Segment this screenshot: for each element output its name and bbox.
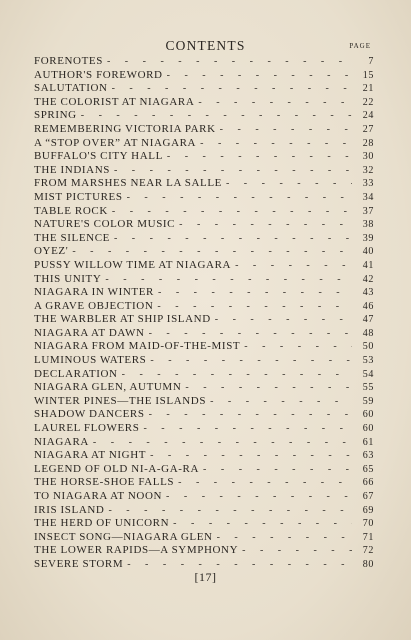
dot-leader <box>215 314 352 325</box>
toc-entry <box>34 368 374 382</box>
toc-entry-title: PUSSY WILLOW TIME AT NIAGARA <box>34 258 232 271</box>
dot-leader <box>217 532 352 543</box>
toc-entry-title: MIST PICTURES <box>34 190 123 203</box>
toc-entry-title: NIAGARA <box>34 435 89 448</box>
toc-entry-page: 28 <box>362 137 374 149</box>
toc-entry-title: LUMINOUS WATERS <box>34 354 147 367</box>
toc-entry-page: 38 <box>362 219 374 231</box>
toc-entry-page: 27 <box>362 123 374 135</box>
toc-entry-page: 30 <box>362 151 374 163</box>
toc-entry <box>34 109 374 123</box>
toc-entry-page: 33 <box>362 178 374 190</box>
toc-entry-page: 69 <box>362 504 374 516</box>
toc-entry-title: FORENOTES <box>34 55 103 67</box>
toc-entry-title: NIAGARA IN WINTER <box>34 286 154 299</box>
dot-leader <box>93 437 352 448</box>
page-title: CONTENTS <box>165 38 246 53</box>
toc-entry-page: 55 <box>362 382 374 394</box>
toc-entry <box>34 273 374 287</box>
dot-leader <box>114 233 352 244</box>
toc-entry <box>34 476 374 490</box>
toc-entry-page: 61 <box>362 436 374 448</box>
toc-entry-page: 67 <box>362 491 374 502</box>
toc-entry-title: SPRING <box>34 109 77 122</box>
toc-entry-page: 47 <box>362 314 374 326</box>
toc-entry <box>34 517 374 531</box>
toc-entry-title: TO NIAGARA AT NOON <box>34 490 163 502</box>
toc-entry-page: 70 <box>362 518 374 530</box>
dot-leader <box>167 70 352 81</box>
toc-entry-page: 50 <box>362 341 374 353</box>
toc-entry-title: OYEZ' <box>34 245 69 258</box>
dot-leader <box>114 165 352 176</box>
table-of-contents <box>34 55 374 572</box>
dot-leader <box>150 355 352 366</box>
toc-entry-title: REMEMBERING VICTORIA PARK <box>34 122 216 135</box>
toc-entry-title: LEGEND OF OLD NI-A-GA-RA <box>34 462 200 475</box>
toc-entry-page: 22 <box>362 96 374 108</box>
toc-entry-title: THE SILENCE <box>34 231 110 244</box>
toc-entry-page: 53 <box>362 355 374 367</box>
dot-leader <box>81 110 352 121</box>
dot-leader <box>220 124 352 135</box>
toc-entry-page: 46 <box>362 300 374 312</box>
toc-entry-page: 7 <box>368 56 374 67</box>
toc-entry <box>34 313 374 327</box>
dot-leader <box>107 56 352 67</box>
toc-entry <box>34 381 374 395</box>
dot-leader <box>122 369 352 380</box>
toc-entry-page: 40 <box>362 246 374 258</box>
toc-entry <box>34 449 374 463</box>
toc-entry-page: 60 <box>362 423 374 435</box>
dot-leader <box>112 206 352 217</box>
toc-entry <box>34 544 374 558</box>
toc-entry <box>34 463 374 477</box>
toc-entry-page: 24 <box>362 110 374 122</box>
toc-entry <box>34 354 374 368</box>
toc-entry-page: 66 <box>362 477 374 489</box>
toc-entry <box>34 259 374 273</box>
toc-entry-title: A GRAVE OBJECTION <box>34 299 154 312</box>
dot-leader <box>198 97 352 108</box>
dot-leader <box>200 138 352 149</box>
dot-leader <box>127 559 352 570</box>
toc-entry-page: 39 <box>362 232 374 244</box>
toc-entry <box>34 300 374 314</box>
toc-entry-title: WINTER PINES—THE ISLANDS <box>34 394 207 407</box>
toc-entry <box>34 123 374 137</box>
dot-leader <box>127 192 352 203</box>
toc-entry-page: 63 <box>362 450 374 462</box>
toc-entry-title: THE WARBLER AT SHIP ISLAND <box>34 313 211 326</box>
page-column-label: PAGE <box>349 42 371 50</box>
toc-entry-title: A “STOP OVER” AT NIAGARA <box>34 136 197 149</box>
toc-entry-title: NIAGARA AT DAWN <box>34 326 145 339</box>
dot-leader <box>167 151 352 162</box>
toc-entry <box>34 286 374 300</box>
dot-leader <box>112 83 352 94</box>
toc-entry-page: 72 <box>362 545 374 557</box>
toc-entry-page: 15 <box>362 69 374 81</box>
dot-leader <box>108 505 352 516</box>
toc-entry <box>34 422 374 436</box>
toc-entry-title: FROM MARSHES NEAR LA SALLE <box>34 177 222 190</box>
dot-leader <box>72 246 352 257</box>
toc-entry-title: NATURE'S COLOR MUSIC <box>34 218 176 231</box>
toc-entry-page: 43 <box>362 287 374 299</box>
dot-leader <box>105 274 352 285</box>
toc-entry-title: THE COLORIST AT NIAGARA <box>34 95 195 108</box>
toc-entry <box>34 164 374 178</box>
toc-entry-title: LAUREL FLOWERS <box>34 422 140 435</box>
toc-entry-title: THIS UNITY <box>34 272 102 285</box>
dot-leader <box>149 409 352 420</box>
dot-leader <box>150 450 352 461</box>
dot-leader <box>179 219 352 230</box>
toc-entry-page: 54 <box>362 368 374 380</box>
toc-entry-page: 32 <box>362 164 374 176</box>
toc-entry-title: THE INDIANS <box>34 163 110 176</box>
toc-entry <box>34 150 374 164</box>
toc-entry-title: BUFFALO'S CITY HALL <box>34 150 163 163</box>
toc-entry <box>34 69 374 83</box>
toc-entry-title: NIAGARA GLEN, AUTUMN <box>34 381 182 394</box>
toc-entry <box>34 395 374 409</box>
toc-entry-title: THE HORSE-SHOE FALLS <box>34 476 175 489</box>
toc-entry-title: IRIS ISLAND <box>34 503 105 516</box>
toc-entry-page: 34 <box>362 191 374 203</box>
toc-entry-page: 59 <box>362 395 374 407</box>
toc-entry-title: NIAGARA FROM MAID-OF-THE-MIST <box>34 340 241 353</box>
toc-entry <box>34 245 374 259</box>
dot-leader <box>210 396 352 407</box>
dot-leader <box>235 260 352 271</box>
toc-entry <box>34 177 374 191</box>
dot-leader <box>178 477 352 488</box>
dot-leader <box>242 545 352 556</box>
dot-leader <box>149 328 352 339</box>
dot-leader <box>203 464 352 475</box>
toc-entry <box>34 490 374 504</box>
toc-entry <box>34 327 374 341</box>
toc-entry <box>34 96 374 110</box>
toc-entry-title: SHADOW DANCERS <box>34 408 145 421</box>
toc-entry-title: INSECT SONG—NIAGARA GLEN <box>34 530 213 543</box>
dot-leader <box>157 301 352 312</box>
toc-entry-title: SALUTATION <box>34 82 108 95</box>
toc-entry-page: 42 <box>362 273 374 285</box>
toc-entry <box>34 504 374 518</box>
toc-entry-page: 60 <box>362 409 374 421</box>
toc-entry-page: 80 <box>362 558 374 570</box>
toc-entry-title: AUTHOR'S FOREWORD <box>34 68 163 81</box>
toc-entry-page: 21 <box>362 83 374 95</box>
dot-leader <box>226 178 352 189</box>
toc-entry <box>34 340 374 354</box>
dot-leader <box>158 287 352 298</box>
toc-entry-title: THE LOWER RAPIDS—A SYMPHONY <box>34 544 239 557</box>
toc-entry <box>34 232 374 246</box>
toc-entry <box>34 531 374 545</box>
toc-entry <box>34 218 374 232</box>
toc-entry-title: TABLE ROCK <box>34 204 108 217</box>
toc-entry <box>34 205 374 219</box>
dot-leader <box>166 491 352 502</box>
toc-entry <box>34 191 374 205</box>
toc-entry-title: DECLARATION <box>34 367 118 380</box>
toc-entry-title: SEVERE STORM <box>34 557 124 570</box>
dot-leader <box>143 423 352 434</box>
toc-entry <box>34 408 374 422</box>
dot-leader <box>244 341 352 352</box>
toc-entry-title: NIAGARA AT NIGHT <box>34 449 147 462</box>
toc-entry-title: THE HERD OF UNICORN <box>34 517 170 530</box>
toc-entry <box>34 55 374 69</box>
dot-leader <box>173 518 352 529</box>
toc-entry-page: 48 <box>362 327 374 339</box>
toc-entry-page: 37 <box>362 205 374 217</box>
toc-entry-page: 65 <box>362 463 374 475</box>
page-number: [17] <box>194 570 217 584</box>
toc-entry <box>34 137 374 151</box>
toc-entry <box>34 436 374 450</box>
toc-entry <box>34 82 374 96</box>
dot-leader <box>185 382 352 393</box>
toc-entry-page: 71 <box>362 531 374 543</box>
toc-entry-page: 41 <box>362 259 374 271</box>
